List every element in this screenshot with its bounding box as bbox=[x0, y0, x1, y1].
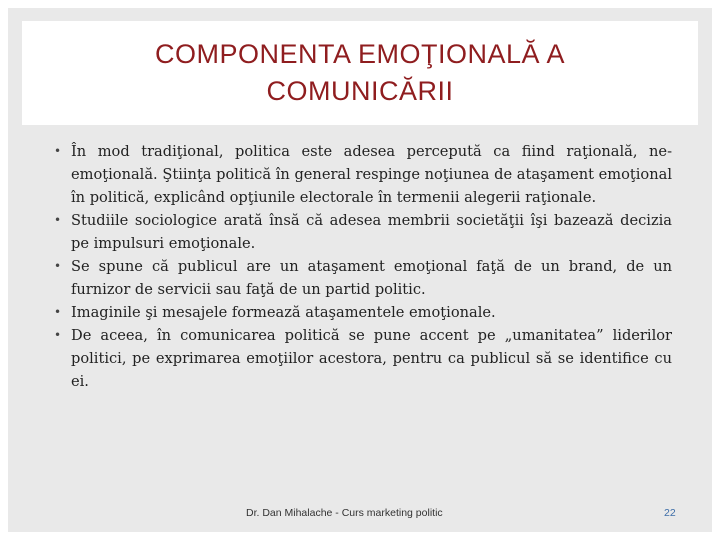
bullet-item bbox=[54, 140, 672, 209]
bullet-text: În mod tradiţional, politica este adesea percepută ca fiind raţională, ne-emoţională. Ştiinţa politică în general respinge noţiunea de ataşament emoţional în politică, explicând opţiunile electorale în termenii alegerii raţionale. bbox=[71, 143, 672, 206]
bullet-text: Studiile sociologice arată însă că adesea membrii societăţii îşi bazează decizia pe impulsuri emoţionale. bbox=[71, 212, 672, 252]
bullet-text: Imaginile şi mesajele formează ataşamentele emoţionale. bbox=[71, 304, 496, 321]
bullet-item bbox=[54, 255, 672, 301]
bullet-item bbox=[54, 324, 672, 393]
bullet-icon: • bbox=[54, 328, 62, 342]
slide-content bbox=[54, 140, 672, 393]
title-line-1: COMPONENTA EMOŢIONALĂ A bbox=[154, 39, 566, 69]
page-number: 22 bbox=[664, 507, 676, 519]
title-box bbox=[22, 21, 698, 125]
bullet-text: Se spune că publicul are un ataşament emoţional faţă de un brand, de un furnizor de servicii sau faţă de un partid politic. bbox=[71, 258, 672, 298]
bullet-icon: • bbox=[54, 305, 62, 319]
bullet-icon: • bbox=[54, 144, 62, 158]
bullet-icon: • bbox=[54, 213, 62, 227]
slide-footer bbox=[0, 505, 720, 525]
footer-text: Dr. Dan Mihalache - Curs marketing politic bbox=[246, 507, 443, 519]
bullet-icon: • bbox=[54, 259, 62, 273]
title-line-2: COMUNICĂRII bbox=[266, 76, 454, 106]
slide-title bbox=[155, 36, 565, 110]
bullet-text: De aceea, în comunicarea politică se pune accent pe „umanitatea” liderilor politici, pe exprimarea emoţiilor acestora, pentru ca publicul să se identifice cu ei. bbox=[71, 327, 672, 390]
bullet-item bbox=[54, 301, 672, 324]
bullet-item bbox=[54, 209, 672, 255]
bullet-list bbox=[54, 140, 672, 393]
